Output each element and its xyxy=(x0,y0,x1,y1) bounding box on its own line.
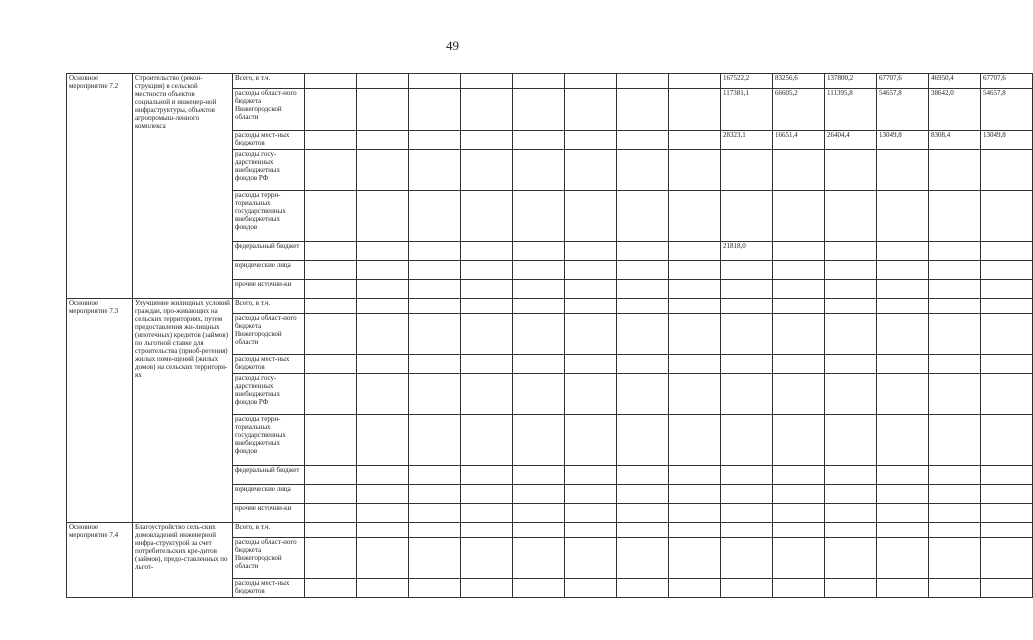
value-cell xyxy=(669,355,721,374)
funding-source-cell: расходы област-ного бюджета Нижегородской области xyxy=(233,314,305,355)
funding-source-cell: расходы терри-ториальных государственных внебюджетных фондов xyxy=(233,415,305,466)
value-cell xyxy=(461,504,513,523)
value-cell xyxy=(357,579,409,598)
value-cell xyxy=(513,280,565,299)
value-cell: 66605,2 xyxy=(773,89,825,131)
value-cell xyxy=(513,538,565,579)
value-cell: 46950,4 xyxy=(929,74,981,89)
value-cell xyxy=(409,504,461,523)
funding-source-cell: расходы мест-ных бюджетов xyxy=(233,579,305,598)
value-cell xyxy=(617,74,669,89)
value-cell xyxy=(617,485,669,504)
value-cell xyxy=(409,89,461,131)
value-cell xyxy=(357,485,409,504)
value-cell xyxy=(721,299,773,314)
event-description-cell: Благоустройство сель-ских домовладений инженерной инфра-структурой за счет потребительских кре-дитов (займов), предо-ставленных по льгот- xyxy=(133,523,233,598)
value-cell xyxy=(877,261,929,280)
value-cell xyxy=(617,355,669,374)
value-cell xyxy=(357,89,409,131)
value-cell xyxy=(669,74,721,89)
value-cell xyxy=(721,314,773,355)
value-cell: 16651,4 xyxy=(773,131,825,150)
funding-source-cell: федеральный бюджет xyxy=(233,466,305,485)
value-cell xyxy=(669,261,721,280)
value-cell xyxy=(669,485,721,504)
value-cell xyxy=(565,74,617,89)
value-cell xyxy=(513,89,565,131)
value-cell xyxy=(565,485,617,504)
value-cell xyxy=(409,523,461,538)
value-cell xyxy=(669,579,721,598)
event-description-cell: Строительство (рекон-струкция) в сельской местности объектов социальной и инженер-ной инфраструктуры, объектов агропромыш-ленного комплекса xyxy=(133,74,233,299)
value-cell xyxy=(929,191,981,242)
value-cell xyxy=(617,523,669,538)
value-cell xyxy=(305,485,357,504)
value-cell xyxy=(981,538,1033,579)
value-cell: 13049,8 xyxy=(877,131,929,150)
value-cell xyxy=(461,191,513,242)
value-cell xyxy=(409,374,461,415)
value-cell xyxy=(981,150,1033,191)
value-cell: 83256,6 xyxy=(773,74,825,89)
value-cell xyxy=(357,504,409,523)
value-cell xyxy=(877,466,929,485)
value-cell xyxy=(669,89,721,131)
value-cell xyxy=(565,374,617,415)
value-cell xyxy=(305,74,357,89)
value-cell xyxy=(773,538,825,579)
value-cell xyxy=(877,314,929,355)
value-cell: 26404,4 xyxy=(825,131,877,150)
value-cell xyxy=(305,466,357,485)
table-row xyxy=(67,299,1033,314)
value-cell xyxy=(305,415,357,466)
value-cell xyxy=(357,523,409,538)
value-cell xyxy=(669,504,721,523)
value-cell xyxy=(617,242,669,261)
value-cell xyxy=(773,280,825,299)
value-cell xyxy=(929,466,981,485)
value-cell xyxy=(877,150,929,191)
value-cell xyxy=(825,314,877,355)
funding-source-cell: Всего, в т.ч. xyxy=(233,74,305,89)
value-cell xyxy=(773,523,825,538)
value-cell xyxy=(565,523,617,538)
value-cell xyxy=(773,355,825,374)
value-cell xyxy=(877,299,929,314)
value-cell xyxy=(461,314,513,355)
value-cell xyxy=(669,242,721,261)
value-cell xyxy=(513,504,565,523)
value-cell xyxy=(981,485,1033,504)
value-cell xyxy=(409,74,461,89)
value-cell xyxy=(617,466,669,485)
value-cell xyxy=(929,485,981,504)
value-cell xyxy=(825,523,877,538)
value-cell xyxy=(513,242,565,261)
funding-source-cell: Всего, в т.ч. xyxy=(233,523,305,538)
value-cell xyxy=(357,131,409,150)
value-cell xyxy=(565,131,617,150)
value-cell xyxy=(409,538,461,579)
value-cell: 28323,1 xyxy=(721,131,773,150)
value-cell xyxy=(721,579,773,598)
value-cell xyxy=(357,355,409,374)
value-cell: 8308,4 xyxy=(929,131,981,150)
value-cell xyxy=(513,523,565,538)
value-cell xyxy=(513,299,565,314)
value-cell xyxy=(617,504,669,523)
value-cell xyxy=(773,191,825,242)
value-cell xyxy=(357,280,409,299)
value-cell xyxy=(565,299,617,314)
value-cell xyxy=(981,280,1033,299)
value-cell xyxy=(721,261,773,280)
value-cell xyxy=(305,280,357,299)
value-cell xyxy=(565,89,617,131)
value-cell: 54657,8 xyxy=(877,89,929,131)
value-cell xyxy=(513,374,565,415)
value-cell xyxy=(773,466,825,485)
value-cell xyxy=(357,314,409,355)
funding-source-cell: расходы госу-дарственных внебюджетных фондов РФ xyxy=(233,150,305,191)
funding-source-cell: расходы мест-ных бюджетов xyxy=(233,355,305,374)
value-cell xyxy=(305,579,357,598)
value-cell xyxy=(461,131,513,150)
value-cell xyxy=(565,466,617,485)
value-cell xyxy=(357,415,409,466)
value-cell xyxy=(721,538,773,579)
value-cell xyxy=(929,355,981,374)
value-cell xyxy=(461,261,513,280)
value-cell xyxy=(929,242,981,261)
value-cell xyxy=(877,374,929,415)
value-cell xyxy=(617,191,669,242)
value-cell: 13049,8 xyxy=(981,131,1033,150)
value-cell xyxy=(773,579,825,598)
value-cell xyxy=(461,538,513,579)
value-cell xyxy=(669,314,721,355)
budget-table xyxy=(66,73,1033,598)
value-cell xyxy=(513,74,565,89)
event-description-cell: Улучшение жилищных условий граждан, про-живающих на сельских территориях, путем предоставления жи-лищных (ипотечных) кредитов (займов) по льготной ставке для строительства (приоб-ретения) жилых поме-щений (жилых домов) на сельских территори-ях xyxy=(133,299,233,523)
funding-source-cell: прочие источни-ки xyxy=(233,504,305,523)
value-cell xyxy=(981,579,1033,598)
value-cell xyxy=(825,485,877,504)
value-cell xyxy=(825,355,877,374)
value-cell xyxy=(981,191,1033,242)
value-cell xyxy=(773,150,825,191)
value-cell xyxy=(617,538,669,579)
value-cell xyxy=(565,355,617,374)
funding-source-cell: юридические лица xyxy=(233,485,305,504)
value-cell xyxy=(981,374,1033,415)
value-cell xyxy=(461,415,513,466)
value-cell xyxy=(721,150,773,191)
value-cell xyxy=(409,131,461,150)
value-cell xyxy=(929,504,981,523)
value-cell xyxy=(825,538,877,579)
value-cell xyxy=(617,150,669,191)
value-cell xyxy=(305,504,357,523)
value-cell xyxy=(981,314,1033,355)
value-cell xyxy=(929,374,981,415)
value-cell xyxy=(929,538,981,579)
value-cell: 111395,8 xyxy=(825,89,877,131)
value-cell xyxy=(825,299,877,314)
table-row xyxy=(67,74,1033,89)
value-cell xyxy=(617,374,669,415)
value-cell xyxy=(461,523,513,538)
value-cell xyxy=(357,261,409,280)
value-cell xyxy=(669,191,721,242)
value-cell xyxy=(565,191,617,242)
funding-source-cell: Всего, в т.ч. xyxy=(233,299,305,314)
value-cell xyxy=(773,299,825,314)
value-cell xyxy=(825,150,877,191)
value-cell xyxy=(877,579,929,598)
value-cell xyxy=(929,579,981,598)
value-cell xyxy=(877,191,929,242)
value-cell xyxy=(721,415,773,466)
value-cell xyxy=(357,374,409,415)
value-cell xyxy=(617,299,669,314)
value-cell xyxy=(877,504,929,523)
value-cell xyxy=(565,538,617,579)
value-cell xyxy=(825,415,877,466)
funding-source-cell: расходы госу-дарственных внебюджетных фондов РФ xyxy=(233,374,305,415)
value-cell xyxy=(409,261,461,280)
value-cell xyxy=(669,374,721,415)
value-cell xyxy=(357,150,409,191)
value-cell xyxy=(773,374,825,415)
value-cell xyxy=(409,299,461,314)
value-cell xyxy=(305,523,357,538)
value-cell xyxy=(773,261,825,280)
value-cell xyxy=(565,579,617,598)
value-cell xyxy=(305,299,357,314)
value-cell xyxy=(617,261,669,280)
page-number: 49 xyxy=(446,38,459,53)
value-cell xyxy=(513,415,565,466)
value-cell xyxy=(877,355,929,374)
value-cell xyxy=(929,261,981,280)
value-cell xyxy=(981,355,1033,374)
value-cell xyxy=(461,485,513,504)
event-name-cell: Основное мероприятие 7.4 xyxy=(67,523,133,598)
value-cell xyxy=(721,355,773,374)
event-name-cell: Основное мероприятие 7.2 xyxy=(67,74,133,299)
value-cell xyxy=(461,374,513,415)
value-cell xyxy=(305,150,357,191)
value-cell xyxy=(617,579,669,598)
funding-source-cell: расходы терри-ториальных государственных внебюджетных фондов xyxy=(233,191,305,242)
value-cell xyxy=(981,415,1033,466)
table-row xyxy=(67,523,1033,538)
value-cell xyxy=(929,280,981,299)
value-cell xyxy=(773,485,825,504)
value-cell xyxy=(461,242,513,261)
value-cell xyxy=(513,355,565,374)
value-cell xyxy=(409,466,461,485)
value-cell xyxy=(305,261,357,280)
value-cell xyxy=(409,415,461,466)
value-cell xyxy=(721,485,773,504)
value-cell xyxy=(617,314,669,355)
value-cell: 54657,8 xyxy=(981,89,1033,131)
value-cell xyxy=(773,504,825,523)
value-cell xyxy=(565,150,617,191)
value-cell xyxy=(669,466,721,485)
funding-source-cell: расходы област-ного бюджета Нижегородской области xyxy=(233,538,305,579)
value-cell xyxy=(513,261,565,280)
budget-table-body xyxy=(67,74,1033,598)
value-cell xyxy=(721,466,773,485)
value-cell xyxy=(461,299,513,314)
value-cell xyxy=(305,314,357,355)
value-cell xyxy=(981,242,1033,261)
value-cell xyxy=(721,191,773,242)
value-cell xyxy=(513,131,565,150)
value-cell xyxy=(513,150,565,191)
value-cell xyxy=(929,299,981,314)
value-cell xyxy=(357,538,409,579)
value-cell xyxy=(773,314,825,355)
value-cell xyxy=(669,131,721,150)
value-cell xyxy=(565,261,617,280)
value-cell xyxy=(409,579,461,598)
value-cell xyxy=(721,504,773,523)
value-cell xyxy=(981,504,1033,523)
funding-source-cell: расходы област-ного бюджета Нижегородской области xyxy=(233,89,305,131)
value-cell xyxy=(825,242,877,261)
value-cell xyxy=(305,242,357,261)
value-cell xyxy=(929,150,981,191)
value-cell xyxy=(409,150,461,191)
funding-source-cell: прочие источни-ки xyxy=(233,280,305,299)
value-cell xyxy=(565,314,617,355)
value-cell xyxy=(357,191,409,242)
value-cell xyxy=(929,415,981,466)
value-cell xyxy=(617,131,669,150)
value-cell xyxy=(617,89,669,131)
value-cell: 67707,6 xyxy=(981,74,1033,89)
value-cell xyxy=(617,280,669,299)
value-cell: 67707,6 xyxy=(877,74,929,89)
value-cell xyxy=(669,523,721,538)
value-cell xyxy=(617,415,669,466)
value-cell xyxy=(357,466,409,485)
value-cell xyxy=(877,280,929,299)
value-cell xyxy=(981,466,1033,485)
value-cell xyxy=(305,538,357,579)
value-cell xyxy=(721,374,773,415)
value-cell xyxy=(357,299,409,314)
funding-source-cell: юридические лица xyxy=(233,261,305,280)
value-cell xyxy=(929,314,981,355)
value-cell xyxy=(461,579,513,598)
value-cell xyxy=(773,415,825,466)
value-cell xyxy=(825,280,877,299)
value-cell xyxy=(461,466,513,485)
value-cell xyxy=(929,523,981,538)
value-cell xyxy=(721,280,773,299)
value-cell xyxy=(305,89,357,131)
value-cell xyxy=(513,485,565,504)
value-cell xyxy=(669,150,721,191)
value-cell xyxy=(981,523,1033,538)
value-cell xyxy=(981,261,1033,280)
value-cell: 117381,1 xyxy=(721,89,773,131)
value-cell xyxy=(669,280,721,299)
value-cell xyxy=(669,538,721,579)
value-cell xyxy=(461,89,513,131)
value-cell xyxy=(825,374,877,415)
value-cell xyxy=(357,242,409,261)
funding-source-cell: федеральный бюджет xyxy=(233,242,305,261)
value-cell xyxy=(669,299,721,314)
funding-source-cell: расходы мест-ных бюджетов xyxy=(233,131,305,150)
value-cell xyxy=(513,191,565,242)
value-cell xyxy=(357,74,409,89)
value-cell xyxy=(825,191,877,242)
value-cell xyxy=(513,579,565,598)
value-cell xyxy=(305,131,357,150)
value-cell xyxy=(565,242,617,261)
value-cell: 167522,2 xyxy=(721,74,773,89)
value-cell xyxy=(513,466,565,485)
value-cell xyxy=(669,415,721,466)
value-cell xyxy=(565,415,617,466)
value-cell xyxy=(565,280,617,299)
value-cell xyxy=(825,579,877,598)
event-name-cell: Основное мероприятие 7.3 xyxy=(67,299,133,523)
value-cell xyxy=(877,485,929,504)
value-cell xyxy=(825,261,877,280)
value-cell xyxy=(877,242,929,261)
value-cell xyxy=(877,523,929,538)
value-cell xyxy=(305,191,357,242)
value-cell: 137800,2 xyxy=(825,74,877,89)
value-cell xyxy=(825,504,877,523)
value-cell xyxy=(721,523,773,538)
value-cell xyxy=(461,150,513,191)
value-cell xyxy=(461,355,513,374)
value-cell xyxy=(773,242,825,261)
value-cell xyxy=(409,191,461,242)
value-cell xyxy=(825,466,877,485)
value-cell xyxy=(513,314,565,355)
value-cell xyxy=(877,415,929,466)
value-cell xyxy=(877,538,929,579)
value-cell xyxy=(409,485,461,504)
value-cell xyxy=(461,280,513,299)
value-cell xyxy=(409,242,461,261)
value-cell: 38642,0 xyxy=(929,89,981,131)
value-cell xyxy=(409,355,461,374)
value-cell: 21818,0 xyxy=(721,242,773,261)
value-cell xyxy=(305,355,357,374)
value-cell xyxy=(409,314,461,355)
value-cell xyxy=(565,504,617,523)
value-cell xyxy=(981,299,1033,314)
value-cell xyxy=(409,280,461,299)
value-cell xyxy=(461,74,513,89)
value-cell xyxy=(305,374,357,415)
